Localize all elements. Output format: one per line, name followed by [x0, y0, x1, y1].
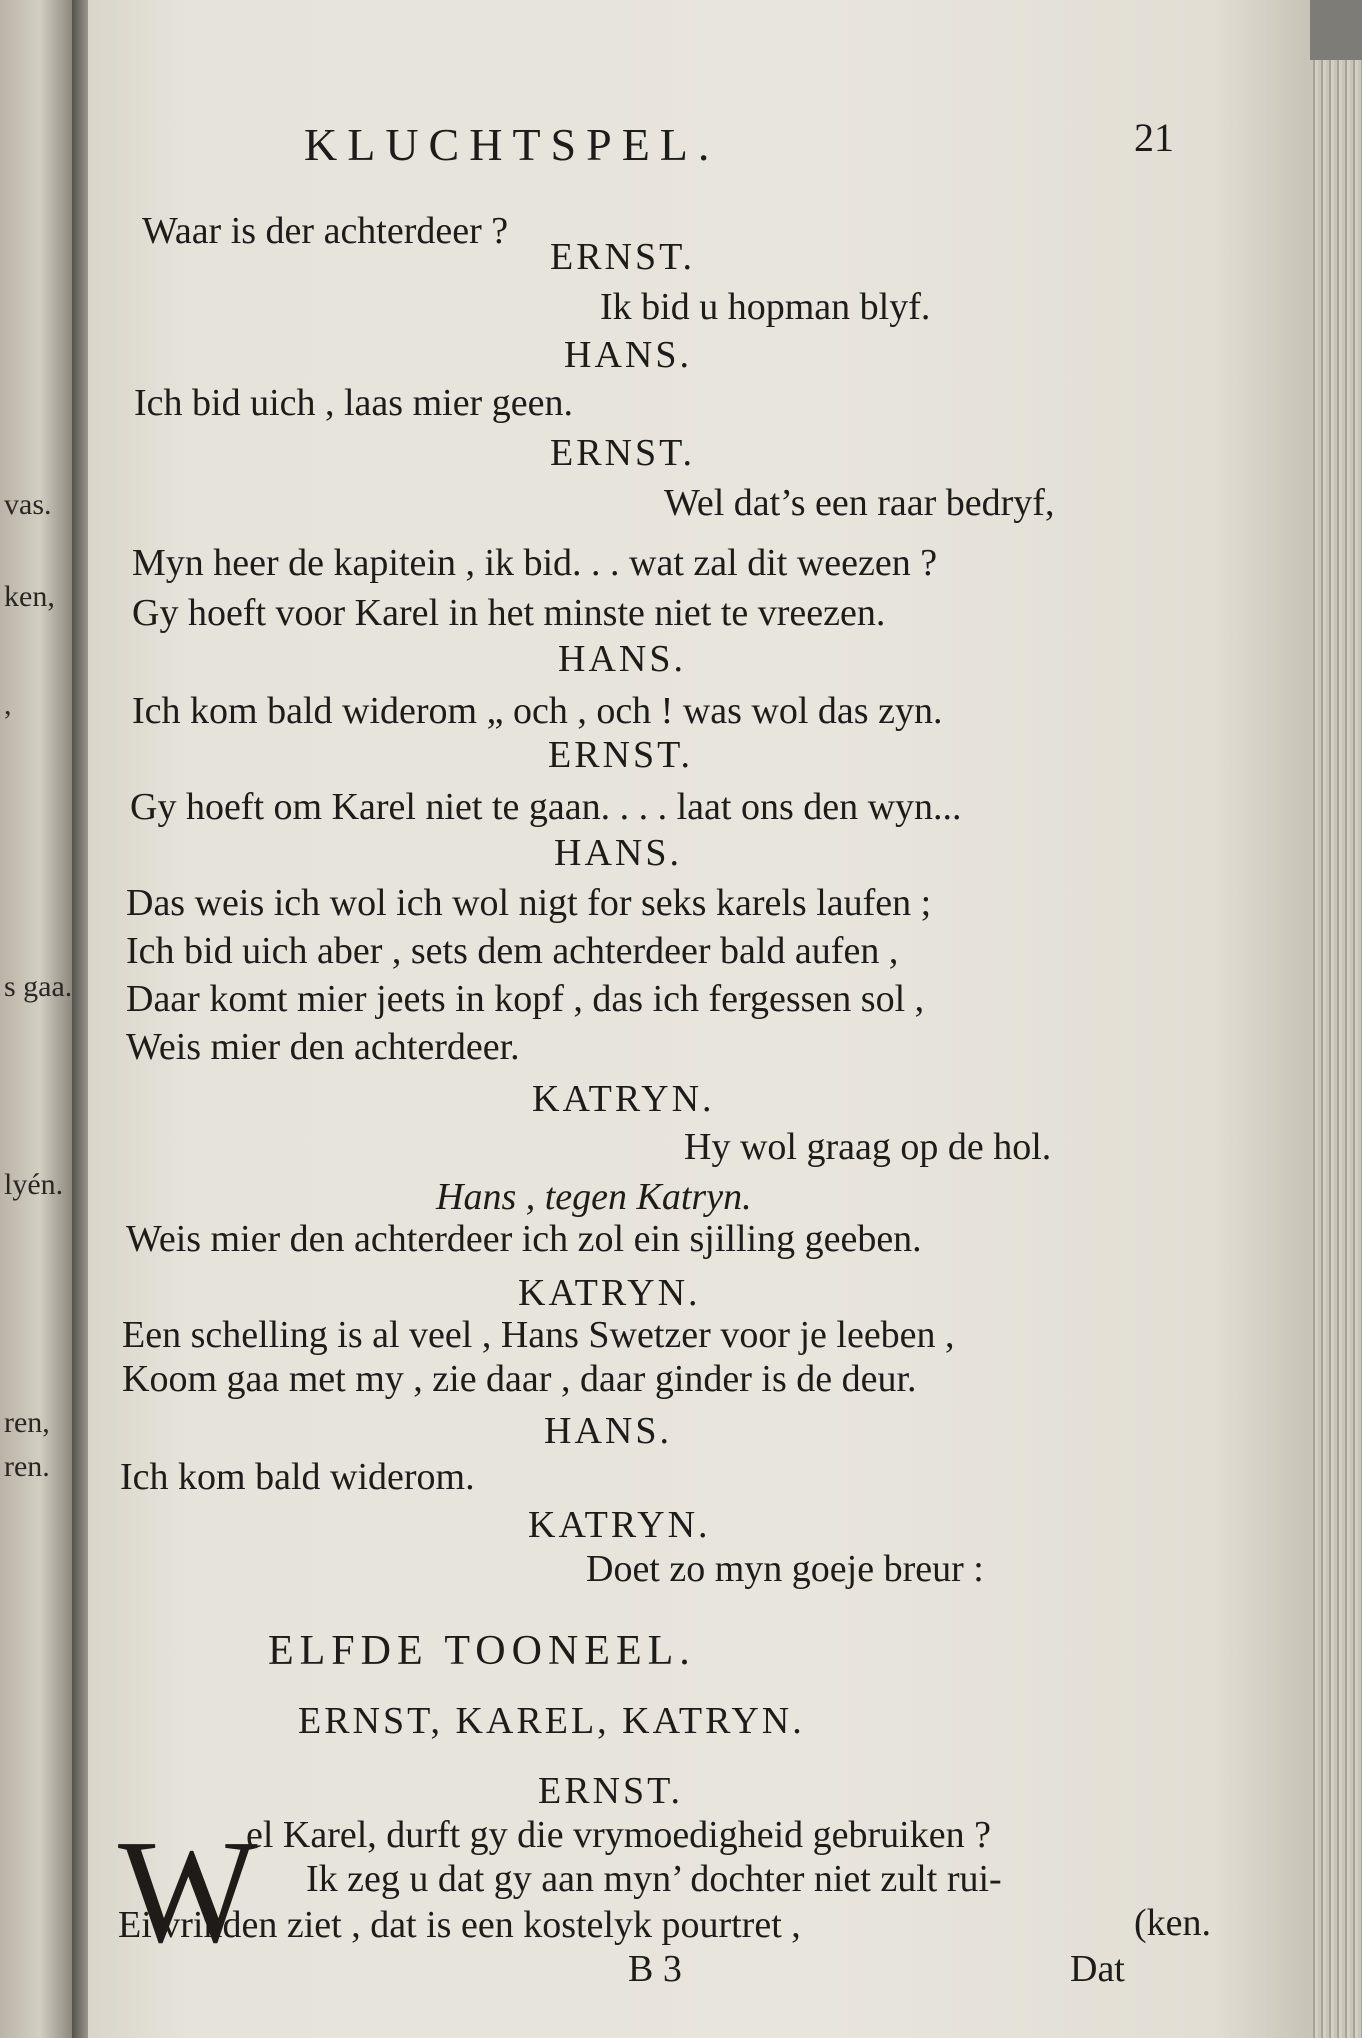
speaker-label: HANS.	[558, 638, 686, 680]
verse-line: Ich bid uich aber , sets dem achterdeer bald aufen ,	[126, 930, 899, 972]
book-page	[88, 0, 1310, 2038]
verse-line: Ich bid uich , laas mier geen.	[134, 382, 573, 424]
speaker-label: KATRYN.	[532, 1078, 715, 1120]
turnover-text: (ken.	[1134, 1902, 1212, 1944]
verse-line: Das weis ich wol ich wol nigt for seks karels laufen ;	[126, 882, 932, 924]
left-page-edge	[0, 0, 72, 2038]
signature-mark: B 3	[628, 1948, 682, 1990]
left-page-fragment: s gaa.	[4, 970, 73, 1003]
drop-cap: W	[118, 1810, 258, 1974]
page-edges	[1310, 60, 1362, 2038]
verse-line: Ich kom bald widerom „ och , och ! was wol das zyn.	[132, 690, 943, 732]
left-page-fragment: ren,	[4, 1406, 50, 1439]
running-title: KLUCHTSPEL.	[304, 119, 720, 170]
page-number: 21	[1134, 115, 1174, 160]
scene-title: ELFDE TOONEEL.	[268, 1628, 696, 1674]
scene-characters: ERNST, KAREL, KATRYN.	[298, 1700, 805, 1742]
speaker-label: HANS.	[544, 1410, 672, 1452]
verse-line: Doet zo myn goeje breur :	[586, 1548, 984, 1590]
verse-line: Gy hoeft voor Karel in het minste niet te vreezen.	[132, 592, 886, 634]
catchword: Dat	[1070, 1948, 1125, 1990]
speaker-label: HANS.	[554, 832, 682, 874]
verse-line: Ik bid u hopman blyf.	[600, 286, 931, 328]
speaker-label: KATRYN.	[528, 1504, 711, 1546]
speaker-label: ERNST.	[550, 236, 696, 278]
stage-direction: Hans , tegen Katryn.	[436, 1176, 752, 1218]
speaker-label: KATRYN.	[518, 1272, 701, 1314]
verse-line: Koom gaa met my , zie daar , daar ginder is de deur.	[122, 1358, 917, 1400]
speaker-label: ERNST.	[550, 432, 696, 474]
verse-line: Een schelling is al veel , Hans Swetzer voor je leeben ,	[122, 1314, 955, 1356]
verse-line: Wel dat’s een raar bedryf,	[664, 482, 1055, 524]
left-page-fragment: vas.	[4, 488, 52, 521]
verse-line: Waar is der achterdeer ?	[142, 210, 509, 252]
verse-line: Myn heer de kapitein , ik bid. . . wat zal dit weezen ?	[132, 542, 938, 584]
verse-line: Hy wol graag op de hol.	[684, 1126, 1052, 1168]
verse-line: el Karel, durft gy die vrymoedigheid gebruiken ?	[246, 1814, 991, 1856]
verse-line: Ich kom bald widerom.	[120, 1456, 475, 1498]
left-page-fragment: ken,	[4, 580, 55, 613]
speaker-label: HANS.	[564, 334, 692, 376]
book-gutter	[72, 0, 88, 2038]
speaker-label: ERNST.	[548, 734, 694, 776]
verse-line: Weis mier den achterdeer.	[126, 1026, 520, 1068]
verse-line: Daar komt mier jeets in kopf , das ich fergessen sol ,	[126, 978, 925, 1020]
speaker-label: ERNST.	[538, 1770, 684, 1812]
verse-line: Ik zeg u dat gy aan myn’ dochter niet zult rui-	[306, 1858, 1002, 1900]
left-page-fragment: ren.	[4, 1450, 50, 1483]
verse-line: Gy hoeft om Karel niet te gaan. . . . laat ons den wyn...	[130, 786, 962, 828]
verse-line: Ei vrinden ziet , dat is een kostelyk pourtret ,	[118, 1904, 801, 1946]
verse-line: Weis mier den achterdeer ich zol ein sjilling geeben.	[126, 1218, 922, 1260]
left-page-fragment: lyén.	[4, 1168, 64, 1201]
left-page-fragment: ,	[4, 688, 12, 721]
